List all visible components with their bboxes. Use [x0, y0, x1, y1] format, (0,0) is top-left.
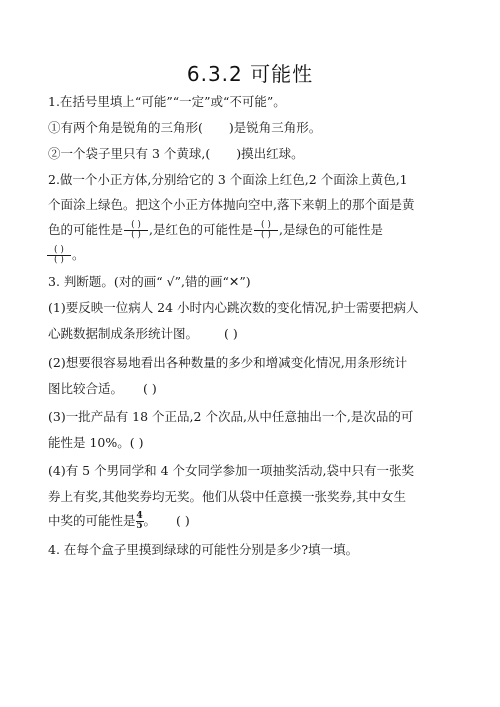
question-1-item-1-before: ①有两个角是锐角的三角形(	[48, 120, 203, 135]
fraction-blank-yellow[interactable]	[124, 221, 148, 240]
question-3-part-1-line-2	[48, 326, 468, 342]
question-3-part-2-line-2	[48, 381, 468, 397]
fraction-blank-red[interactable]	[254, 221, 278, 240]
question-3-part-3-text: 能性是 10%。	[48, 435, 130, 450]
page-title: 6.3.2 可能性	[186, 62, 314, 86]
question-3-part-4-end: 。	[143, 513, 157, 528]
question-2-line-3	[48, 218, 468, 242]
question-3-part-1-text: 心跳数据制成条形统计图。	[48, 326, 199, 341]
fraction-numerator: 4	[136, 511, 143, 521]
question-3-stem: 3. 判断题。(对的画“ √”,错的画“✕”)	[48, 274, 251, 289]
question-2-line-1: 2.做一个小正方体,分别给它的 3 个面涂上红色,2 个面涂上黄色,1	[48, 172, 408, 187]
question-3-part-3-line-2	[48, 435, 468, 451]
question-1-item-2-after: )摸出红球。	[236, 146, 304, 161]
question-1-item-2-before: ②一个袋子里只有 3 个黄球,(	[48, 146, 211, 161]
fraction-denominator: ( )	[261, 230, 271, 240]
question-1-item-1	[48, 120, 468, 136]
question-4-stem: 4. 在每个盒子里摸到绿球的可能性分别是多少?填一填。	[48, 542, 359, 557]
judge-blank[interactable]: ( )	[224, 326, 238, 341]
question-2-line-2: 个面涂上绿色。把这个小正方体抛向空中,落下来朝上的那个面是黄	[48, 197, 415, 212]
question-3-part-4-line-3	[48, 510, 468, 532]
question-1-item-2	[48, 146, 468, 162]
question-3-part-3-line-1: (3)一批产品有 18 个正品,2 个次品,从中任意抽出一个,是次品的可	[48, 409, 414, 424]
fraction-numerator: ( )	[261, 220, 271, 230]
fraction-numerator: ( )	[54, 245, 64, 255]
question-3-part-2-text: 图比较合适。	[48, 381, 124, 396]
question-2-text-c: ,是绿色的可能性是	[279, 222, 383, 237]
question-1-item-1-after: )是锐角三角形。	[228, 120, 322, 135]
fraction-numerator: ( )	[131, 220, 141, 230]
question-2-text-b: ,是红色的可能性是	[149, 222, 253, 237]
question-1-stem: 1.在括号里填上“可能”“一定”或“不可能”。	[48, 94, 286, 109]
judge-blank[interactable]: ( )	[143, 381, 157, 396]
judge-blank[interactable]: ( )	[176, 513, 190, 528]
fraction-four-fifths	[136, 512, 144, 531]
fraction-denominator: ( )	[54, 255, 64, 265]
fraction-denominator: ( )	[131, 230, 141, 240]
question-3-part-1-line-1: (1)要反映一位病人 24 小时内心跳次数的变化情况,护士需要把病人	[48, 300, 419, 315]
fraction-blank-green[interactable]	[47, 246, 71, 265]
fraction-denominator: 5	[136, 521, 143, 531]
judge-blank[interactable]: ( )	[129, 435, 144, 450]
question-3-part-4-line-1: (4)有 5 个男同学和 4 个女同学参加一项抽奖活动,袋中只有一张奖	[48, 463, 414, 478]
question-3-part-4-text: 中奖的可能性是	[48, 513, 136, 528]
question-2-text-a: 色的可能性是	[48, 222, 124, 237]
question-3-part-4-line-2: 券上有奖,其他奖券均无奖。他们从袋中任意摸一张奖券,其中女生	[48, 489, 406, 504]
question-2-line-4	[46, 244, 466, 266]
question-3-part-2-line-1: (2)想要很容易地看出各种数量的多少和增减变化情况,用条形统计	[48, 355, 408, 370]
question-2-end: 。	[72, 247, 85, 262]
